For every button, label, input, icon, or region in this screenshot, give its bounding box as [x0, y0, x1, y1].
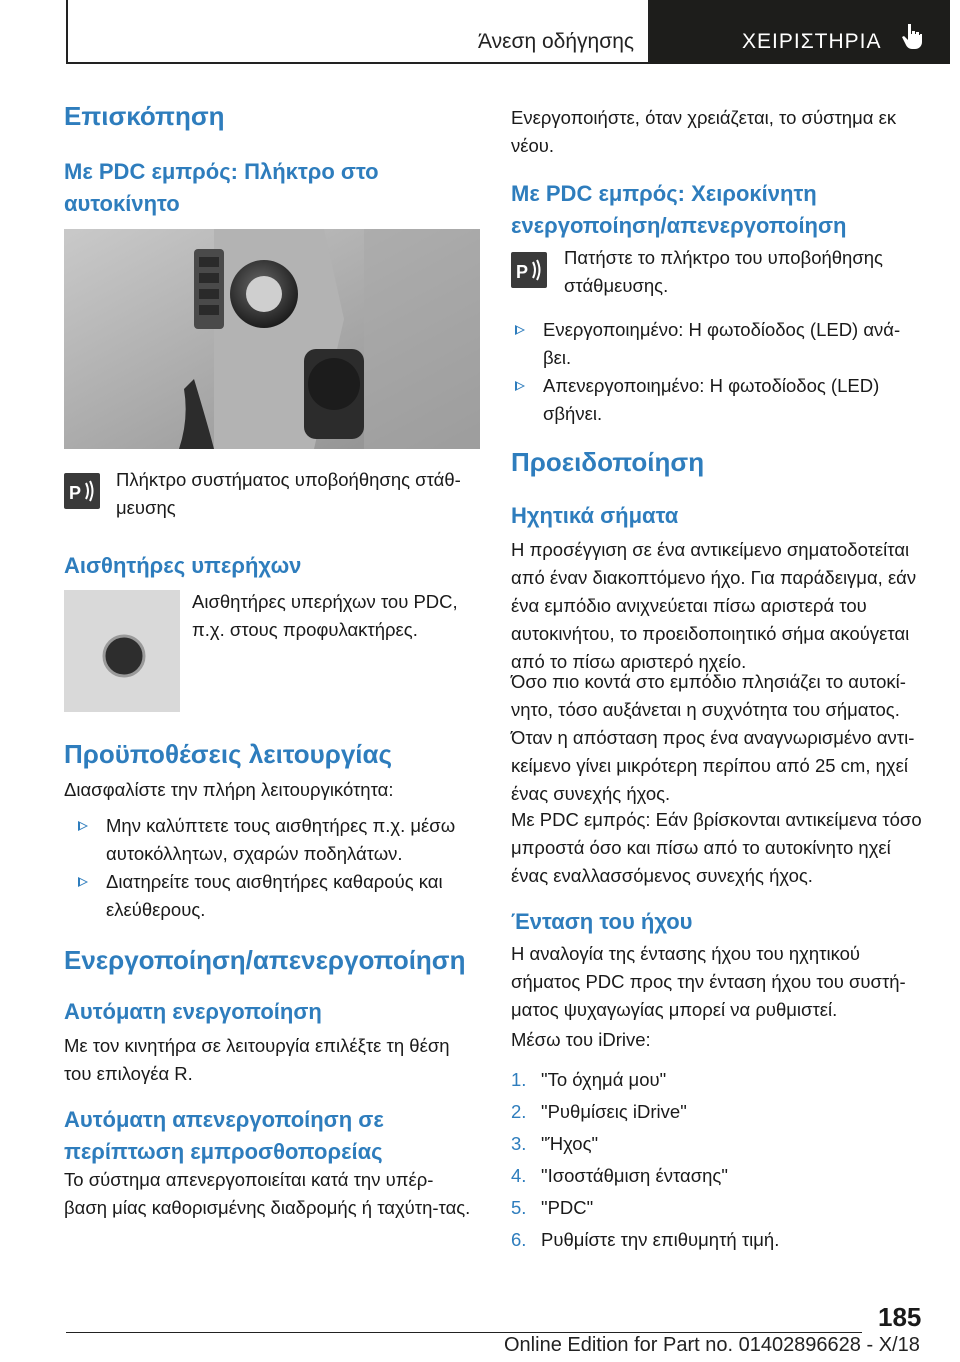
edition-text: Online Edition for Part no. 01402896628 - X/18 — [504, 1334, 920, 1356]
section-tab — [650, 0, 950, 64]
svg-text:P: P — [69, 483, 82, 503]
auto-off-text: Το σύστημα απενεργοποιείται κατά την υπέρ-βαση μίας καθορισμένης διαδρομής ή ταχύτη-τας. — [64, 1169, 471, 1218]
sensors-text: Αισθητήρες υπερήχων του PDC, π.χ. στους προφυλακτήρες. — [192, 591, 458, 640]
overview-title: Επισκόπηση — [64, 101, 225, 131]
section-title: ΧΕΙΡΙΣΤΗΡΙΑ — [742, 30, 882, 53]
prereq-text: Διασφαλίστε την πλήρη λειτουργικότητα: — [64, 779, 394, 800]
prereq-title: Προϋποθέσεις λειτουργίας — [64, 739, 393, 769]
manual-title: Με PDC εμπρός: Χειροκίνητη ενεργοποίηση/απενεργοποίηση — [511, 181, 847, 238]
volume-text: Η αναλογία της έντασης ήχου του ηχητικού σήματος PDC προς την ένταση ήχου του συστή-ματος ψυχαγωγίας μπορεί να ρυθμιστεί. — [511, 943, 906, 1020]
footer-divider — [66, 1332, 862, 1333]
hand-pointer-icon — [900, 22, 924, 50]
audio-paragraph-1: Η προσέγγιση σε ένα αντικείμενο σηματοδοτείται από έναν διακοπτόμενο ήχο. Για παράδειγμα, εάν ένα εμπόδιο ανιχνεύεται πίσω αριστερά του αυτοκινήτου, το προειδοποιητικό σήμα ακούγεται από το πίσω αριστερό ηχείο. — [511, 539, 917, 672]
pdc-front-key-title: Με PDC εμπρός: Πλήκτρο στο αυτοκίνητο — [64, 159, 379, 216]
auto-on-title: Αυτόματη ενεργοποίηση — [64, 999, 322, 1024]
page-number: 185 — [878, 1302, 922, 1332]
auto-off-title: Αυτόματη απενεργοποίηση σε περίπτωση εμπροσθοπορείας — [64, 1107, 384, 1164]
manual-text: Πατήστε το πλήκτρο του υποβοήθησης στάθμευσης. — [564, 247, 883, 296]
chapter-tab — [66, 0, 650, 64]
volume-title: Ένταση του ήχου — [511, 909, 693, 934]
auto-on-text: Με τον κινητήρα σε λειτουργία επιλέξτε τη θέση του επιλογέα R. — [64, 1035, 450, 1084]
chapter-title: Άνεση οδήγησης — [478, 30, 634, 53]
sensors-title: Αισθητήρες υπερήχων — [64, 553, 302, 578]
audio-paragraph-2: Όσο πιο κοντά στο εμπόδιο πλησιάζει το αυτοκί-νητο, τόσο αυξάνεται η συχνότητα του σήματος. — [511, 671, 906, 720]
idrive-text: Μέσω του iDrive: — [511, 1029, 651, 1050]
intro-text: Ενεργοποιήστε, όταν χρειάζεται, το σύστημα εκ νέου. — [511, 107, 897, 156]
svg-text:P: P — [516, 262, 529, 282]
sensor-photo — [64, 590, 180, 712]
audio-title: Ηχητικά σήματα — [511, 503, 679, 528]
page-header — [66, 0, 950, 64]
center-console-photo — [64, 229, 480, 449]
activation-title: Ενεργοποίηση/απενεργοποίηση — [64, 945, 466, 975]
audio-paragraph-3: Όταν η απόσταση προς ένα αναγνωρισμένο αντι-κείμενο γίνει μικρότερη περίπου από 25 cm, ηχεί ένας συνεχής ήχος. — [511, 727, 915, 804]
parking-assist-button-icon — [511, 252, 547, 288]
key-caption: Πλήκτρο συστήματος υποβοήθησης στάθ-μευσης — [116, 469, 461, 518]
warning-title: Προειδοποίηση — [511, 447, 705, 477]
parking-assist-icon — [64, 473, 100, 509]
audio-paragraph-4: Με PDC εμπρός: Εάν βρίσκονται αντικείμενα τόσο μπροστά όσο και πίσω από το αυτοκίνητο ηχεί ένας εναλλασσόμενος συνεχής ήχος. — [511, 809, 922, 886]
